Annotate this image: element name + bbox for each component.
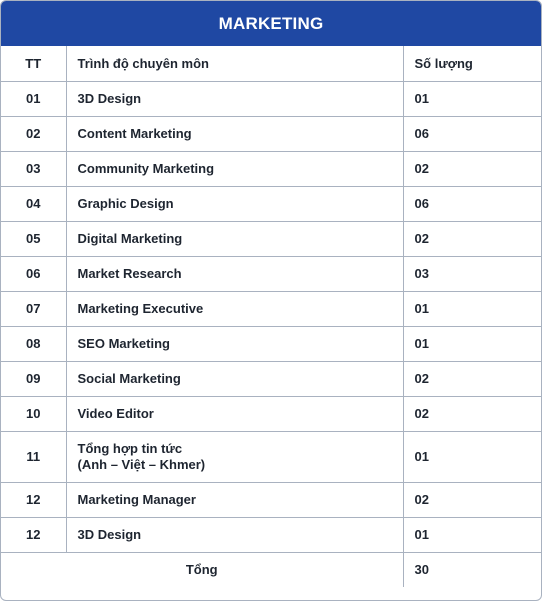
- row-tt: 12: [1, 517, 66, 552]
- row-name: 3D Design: [66, 517, 403, 552]
- row-name-line-1: Tổng hợp tin tức: [77, 440, 183, 456]
- total-label: Tổng: [1, 552, 403, 587]
- table-row: [1, 291, 541, 326]
- table-row: [1, 81, 541, 116]
- table-row: [1, 431, 541, 482]
- table-row: [1, 256, 541, 291]
- row-qty: 01: [403, 291, 541, 326]
- table-title: MARKETING: [1, 1, 541, 46]
- total-value: 30: [414, 562, 429, 578]
- row-qty: 01: [403, 431, 541, 482]
- row-name-line-2: (Anh – Việt – Khmer): [77, 456, 206, 472]
- row-name: Video Editor: [66, 396, 403, 431]
- row-qty: 02: [403, 221, 541, 256]
- row-qty: 02: [403, 482, 541, 517]
- row-qty: 02: [403, 361, 541, 396]
- row-tt: 11: [1, 431, 66, 482]
- header-row: [1, 46, 541, 81]
- row-qty: 06: [403, 186, 541, 221]
- row-tt: 07: [1, 291, 66, 326]
- row-name: Community Marketing: [66, 151, 403, 186]
- table-row: [1, 151, 541, 186]
- row-tt: 12: [1, 482, 66, 517]
- row-name: Marketing Executive: [66, 291, 403, 326]
- row-name: Market Research: [66, 256, 403, 291]
- row-tt: 04: [1, 186, 66, 221]
- row-tt: 06: [1, 256, 66, 291]
- table-row: [1, 361, 541, 396]
- table-row: [1, 482, 541, 517]
- row-name: Content Marketing: [66, 116, 403, 151]
- row-name: Marketing Manager: [66, 482, 403, 517]
- row-tt: 10: [1, 396, 66, 431]
- row-tt: 03: [1, 151, 66, 186]
- table-row: [1, 517, 541, 552]
- total-row: [1, 552, 541, 587]
- row-qty: 02: [403, 151, 541, 186]
- table-row: [1, 186, 541, 221]
- row-qty: 01: [403, 81, 541, 116]
- header-qty: Số lượng: [403, 46, 541, 81]
- row-tt: 09: [1, 361, 66, 396]
- row-name: Graphic Design: [66, 186, 403, 221]
- row-qty: 01: [403, 517, 541, 552]
- row-tt: 05: [1, 221, 66, 256]
- row-name: SEO Marketing: [66, 326, 403, 361]
- row-tt: 02: [1, 116, 66, 151]
- table-row: [1, 396, 541, 431]
- row-name: [66, 431, 403, 482]
- positions-table: [1, 46, 541, 587]
- row-qty: 01: [403, 326, 541, 361]
- row-name: Digital Marketing: [66, 221, 403, 256]
- row-tt: 08: [1, 326, 66, 361]
- row-name: 3D Design: [66, 81, 403, 116]
- header-tt: TT: [1, 46, 66, 81]
- row-name: Social Marketing: [66, 361, 403, 396]
- row-qty: 06: [403, 116, 541, 151]
- row-tt: 01: [1, 81, 66, 116]
- row-qty: 02: [403, 396, 541, 431]
- table-row: [1, 221, 541, 256]
- row-qty: 03: [403, 256, 541, 291]
- table-row: [1, 326, 541, 361]
- table-row: [1, 116, 541, 151]
- header-name: Trình độ chuyên môn: [66, 46, 403, 81]
